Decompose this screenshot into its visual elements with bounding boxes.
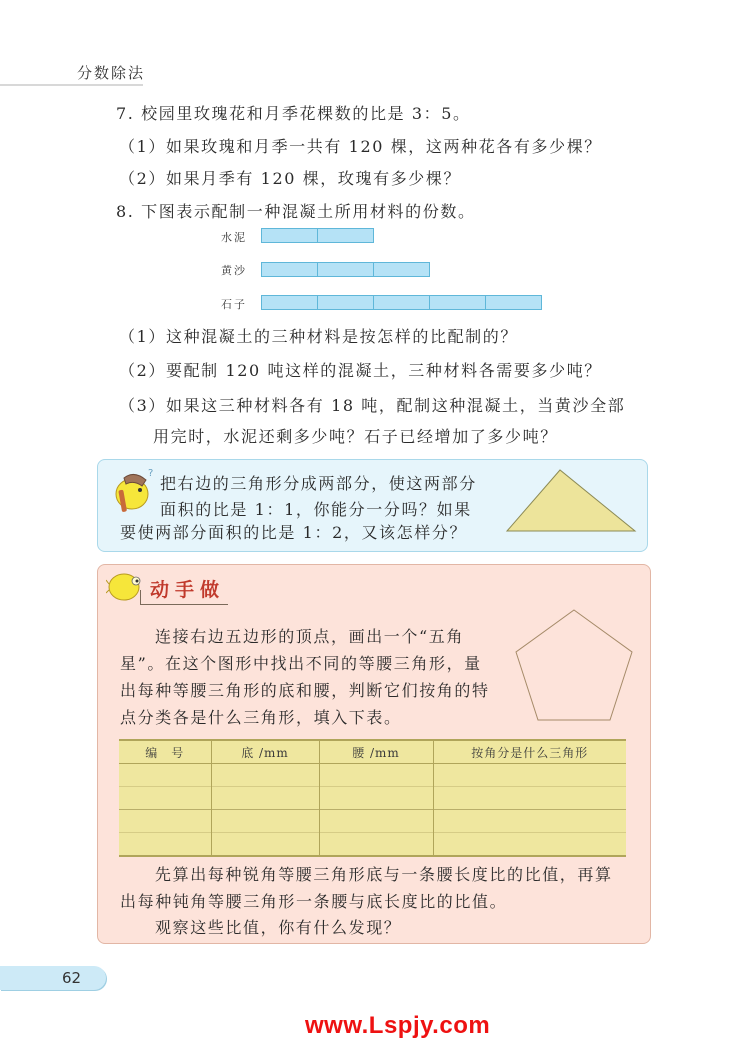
bar-segment (261, 295, 318, 310)
watermark: www.Lspjy.com (305, 1012, 491, 1039)
table-row (119, 810, 626, 833)
cell[interactable] (211, 810, 319, 833)
cell[interactable] (433, 810, 626, 833)
table-row (119, 833, 626, 857)
cell[interactable] (119, 764, 211, 787)
activity-title: 动手做 (150, 579, 226, 601)
cell[interactable] (319, 764, 433, 787)
section-title: 分数除法 (77, 64, 146, 82)
cell[interactable] (433, 764, 626, 787)
bar-segment (429, 295, 486, 310)
header-leg: 腰 /mm (319, 740, 433, 764)
table-row (119, 764, 626, 787)
cell[interactable] (119, 833, 211, 857)
q7-part-2: （2）如果月季有 120 棵，玫瑰有多少棵？ (119, 169, 462, 188)
activity-outro-3: 观察这些比值，你有什么发现？ (155, 918, 402, 937)
cell[interactable] (119, 787, 211, 810)
bar-label-sand: 黄沙 (221, 264, 247, 277)
bar-segment (485, 295, 542, 310)
activity-intro-1: 连接右边五边形的顶点，画出一个“五角 (155, 627, 464, 646)
bar-segment (373, 295, 430, 310)
q7-part-1: （1）如果玫瑰和月季一共有 120 棵，这两种花各有多少棵？ (119, 137, 602, 156)
cell[interactable] (211, 833, 319, 857)
activity-outro-1: 先算出每种锐角等腰三角形底与一条腰长度比的比值，再算 (155, 865, 613, 884)
bar-segment (317, 295, 374, 310)
cell[interactable] (433, 787, 626, 810)
bar-label-gravel: 石子 (221, 298, 247, 311)
hint-line-1: 把右边的三角形分成两部分，使这两部分 (160, 474, 477, 493)
q8-part-3-cont: 用完时，水泥还剩多少吨？石子已经增加了多少吨？ (153, 427, 558, 446)
header-base: 底 /mm (211, 740, 319, 764)
bar-segment (317, 228, 374, 243)
thinking-chick-icon (110, 466, 156, 514)
title-underline (140, 604, 228, 605)
bar-segment (261, 262, 318, 277)
table-row (119, 787, 626, 810)
header-rule (0, 84, 143, 86)
bar-cement (261, 228, 373, 243)
q8-part-2: （2）要配制 120 吨这样的混凝土，三种材料各需要多少吨？ (119, 361, 602, 380)
cell[interactable] (319, 833, 433, 857)
activity-outro-2: 出每种钝角等腰三角形一条腰与底长度比的比值。 (120, 892, 508, 911)
bar-sand (261, 262, 429, 277)
activity-intro-4: 点分类各是什么三角形，填入下表。 (120, 708, 402, 727)
bar-segment (373, 262, 430, 277)
bar-gravel (261, 295, 541, 310)
cell[interactable] (433, 833, 626, 857)
bar-segment (317, 262, 374, 277)
page-number: 62 (62, 969, 82, 987)
pentagon-shape (512, 607, 636, 725)
cell[interactable] (319, 787, 433, 810)
triangle-shape (505, 468, 637, 534)
cell[interactable] (211, 787, 319, 810)
activity-intro-2: 星”。在这个图形中找出不同的等腰三角形，量 (120, 654, 482, 673)
q8-stem: 8. 下图表示配制一种混凝土所用材料的份数。 (116, 202, 476, 221)
q8-part-1: （1）这种混凝土的三种材料是按怎样的比配制的？ (119, 327, 518, 346)
chick-icon (106, 570, 144, 604)
header-id: 编 号 (119, 740, 211, 764)
hint-line-2: 面积的比是 1：1，你能分一分吗？如果 (160, 500, 472, 519)
title-stem (140, 590, 141, 604)
header-type: 按角分是什么三角形 (471, 745, 589, 760)
q8-part-3: （3）如果这三种材料各有 18 吨，配制这种混凝土，当黄沙全部 (119, 396, 626, 415)
bar-label-cement: 水泥 (221, 231, 247, 244)
cell[interactable] (119, 810, 211, 833)
activity-intro-3: 出每种等腰三角形的底和腰，判断它们按角的特 (120, 681, 490, 700)
cell[interactable] (211, 764, 319, 787)
bar-segment (261, 228, 318, 243)
hint-line-3: 要使两部分面积的比是 1：2，又该怎样分？ (120, 523, 468, 542)
svg-text:?: ? (148, 468, 154, 479)
cell[interactable] (319, 810, 433, 833)
page-number-tab (0, 966, 106, 990)
q7-stem: 7. 校园里玫瑰花和月季花棵数的比是 3：5。 (116, 104, 471, 123)
table-header-row (119, 740, 626, 764)
results-table (119, 739, 626, 857)
